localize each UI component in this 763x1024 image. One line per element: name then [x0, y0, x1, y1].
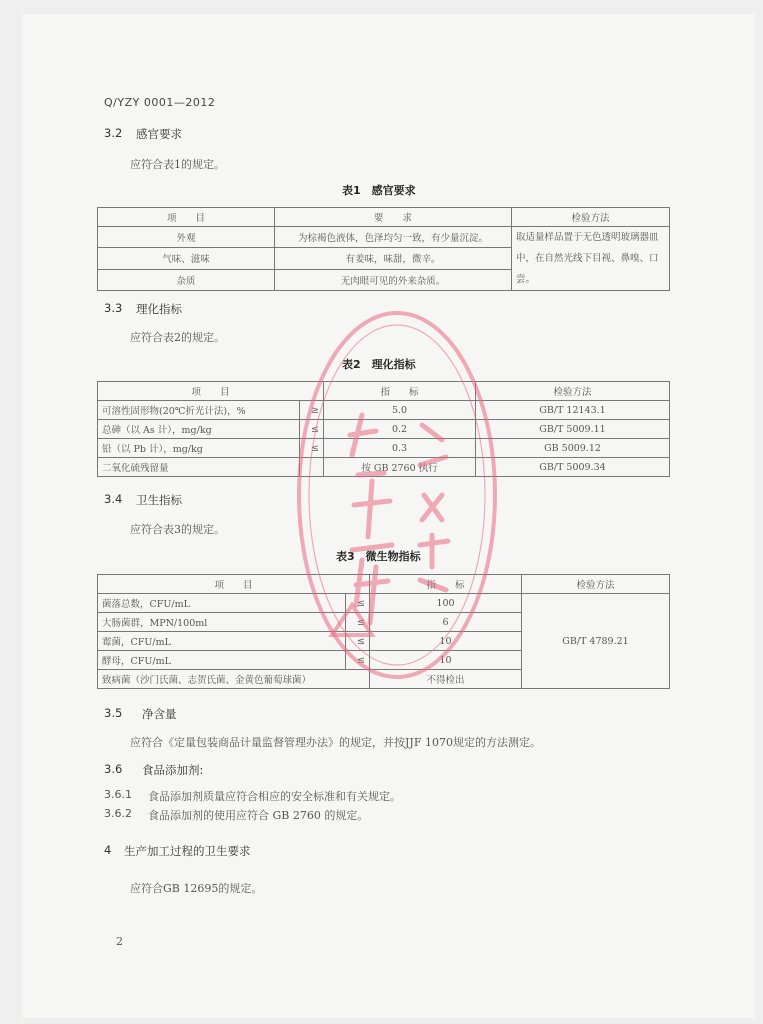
table-cell: 铅（以 Pb 计），mg/kg [98, 439, 300, 458]
section-3-5-text: 应符合《定量包装商品计量监督管理办法》的规定，并按JJF 1070规定的方法测定。 [130, 736, 541, 749]
table-cell-symbol: ≥ [300, 401, 324, 420]
table-row [98, 594, 670, 613]
table-cell: GB/T 5009.11 [476, 420, 670, 439]
table2-physicochemical [97, 381, 670, 477]
table-header-cell: 项 目 [98, 382, 324, 401]
table-cell: 不得检出 [370, 670, 522, 689]
table-cell-symbol [300, 458, 324, 477]
section-4-text: 应符合GB 12695的规定。 [130, 882, 263, 895]
table-cell: 总砷（以 As 计），mg/kg [98, 420, 300, 439]
section-3-2-text: 应符合表1的规定。 [130, 158, 225, 171]
section-3-5-title: 净含量 [142, 707, 177, 721]
table-row [98, 401, 670, 420]
table-cell: GB/T 12143.1 [476, 401, 670, 420]
section-4-title: 生产加工过程的卫生要求 [124, 844, 251, 858]
table-row [98, 439, 670, 458]
table-cell-method: GB/T 4789.21 [522, 594, 670, 689]
section-3-5-number: 3.5 [104, 706, 123, 720]
table-cell: 气味、滋味 [98, 248, 275, 269]
table-header-cell: 指 标 [324, 382, 476, 401]
table-cell: GB 5009.12 [476, 439, 670, 458]
table2-caption: 表2 理化指标 [342, 358, 416, 371]
section-3-2-number: 3.2 [104, 126, 123, 140]
table-header-cell: 指 标 [370, 575, 522, 594]
table-header-cell: 检验方法 [476, 382, 670, 401]
table-cell-symbol: ≤ [346, 632, 370, 651]
table-cell: 0.3 [324, 439, 476, 458]
table-cell: 0.2 [324, 420, 476, 439]
table1-sensory [97, 207, 670, 291]
table-cell-symbol: ≤ [300, 439, 324, 458]
table-cell: 霉菌，CFU/mL [98, 632, 346, 651]
table-cell: 大肠菌群，MPN/100ml [98, 613, 346, 632]
table-cell: GB/T 5009.34 [476, 458, 670, 477]
section-3-3-title: 理化指标 [136, 302, 182, 316]
table-header-row [98, 208, 670, 227]
section-3-4-title: 卫生指标 [136, 493, 182, 507]
clause-3-6-1-number: 3.6.1 [104, 788, 132, 801]
table-cell-symbol: ≤ [346, 613, 370, 632]
table-cell-symbol: ≤ [346, 594, 370, 613]
section-3-3-text: 应符合表2的规定。 [130, 331, 225, 344]
table-header-row [98, 575, 670, 594]
page-number: 2 [116, 935, 123, 948]
clause-3-6-2-text: 食品添加剂的使用应符合 GB 2760 的规定。 [148, 809, 369, 822]
table-cell: 酵母，CFU/mL [98, 651, 346, 670]
table-cell: 二氧化硫残留量 [98, 458, 300, 477]
table-cell: 无肉眼可见的外来杂质。 [275, 269, 512, 290]
table-cell: 5.0 [324, 401, 476, 420]
table-cell: 6 [370, 613, 522, 632]
section-3-4-text: 应符合表3的规定。 [130, 523, 225, 536]
standard-code: Q/YZY 0001—2012 [104, 96, 216, 109]
table-cell: 致病菌（沙门氏菌、志贺氏菌、金黄色葡萄球菌） [98, 670, 370, 689]
table1-caption: 表1 感官要求 [342, 184, 416, 197]
table-cell-symbol: ≤ [346, 651, 370, 670]
table3-caption: 表3 微生物指标 [336, 550, 421, 563]
table-cell: 为棕褐色液体，色泽均匀一致，有少量沉淀。 [275, 227, 512, 248]
table-cell: 可溶性固形物(20℃折光计法)，% [98, 401, 300, 420]
section-3-2-title: 感官要求 [136, 127, 182, 141]
table-cell: 杂质 [98, 269, 275, 290]
section-3-4-number: 3.4 [104, 492, 123, 506]
table-cell: 有姜味，味甜，微辛。 [275, 248, 512, 269]
table-header-cell: 项 目 [98, 575, 370, 594]
clause-3-6-1-text: 食品添加剂质量应符合相应的安全标准和有关规定。 [148, 790, 401, 803]
table3-microbiological [97, 574, 670, 689]
table-cell: 10 [370, 632, 522, 651]
table-row [98, 227, 670, 248]
table-header-cell: 要 求 [275, 208, 512, 227]
table-row [98, 420, 670, 439]
table-cell: 菌落总数，CFU/mL [98, 594, 346, 613]
section-4-number: 4 [104, 843, 112, 857]
table-row [98, 458, 670, 477]
table-cell: 10 [370, 651, 522, 670]
section-3-6-number: 3.6 [104, 762, 123, 776]
table-cell: 按 GB 2760 执行 [324, 458, 476, 477]
table-header-cell: 项 目 [98, 208, 275, 227]
table-cell: 100 [370, 594, 522, 613]
table-header-row [98, 382, 670, 401]
table-cell-method: 取适量样品置于无色透明玻璃器皿中，在自然光线下目视、鼻嗅、口尝。 [512, 227, 670, 291]
section-3-3-number: 3.3 [104, 301, 123, 315]
table-header-cell: 检验方法 [522, 575, 670, 594]
table-header-cell: 检验方法 [512, 208, 670, 227]
clause-3-6-2-number: 3.6.2 [104, 807, 132, 820]
table-cell-symbol: ≤ [300, 420, 324, 439]
table-cell: 外观 [98, 227, 275, 248]
section-3-6-title: 食品添加剂: [142, 763, 204, 777]
